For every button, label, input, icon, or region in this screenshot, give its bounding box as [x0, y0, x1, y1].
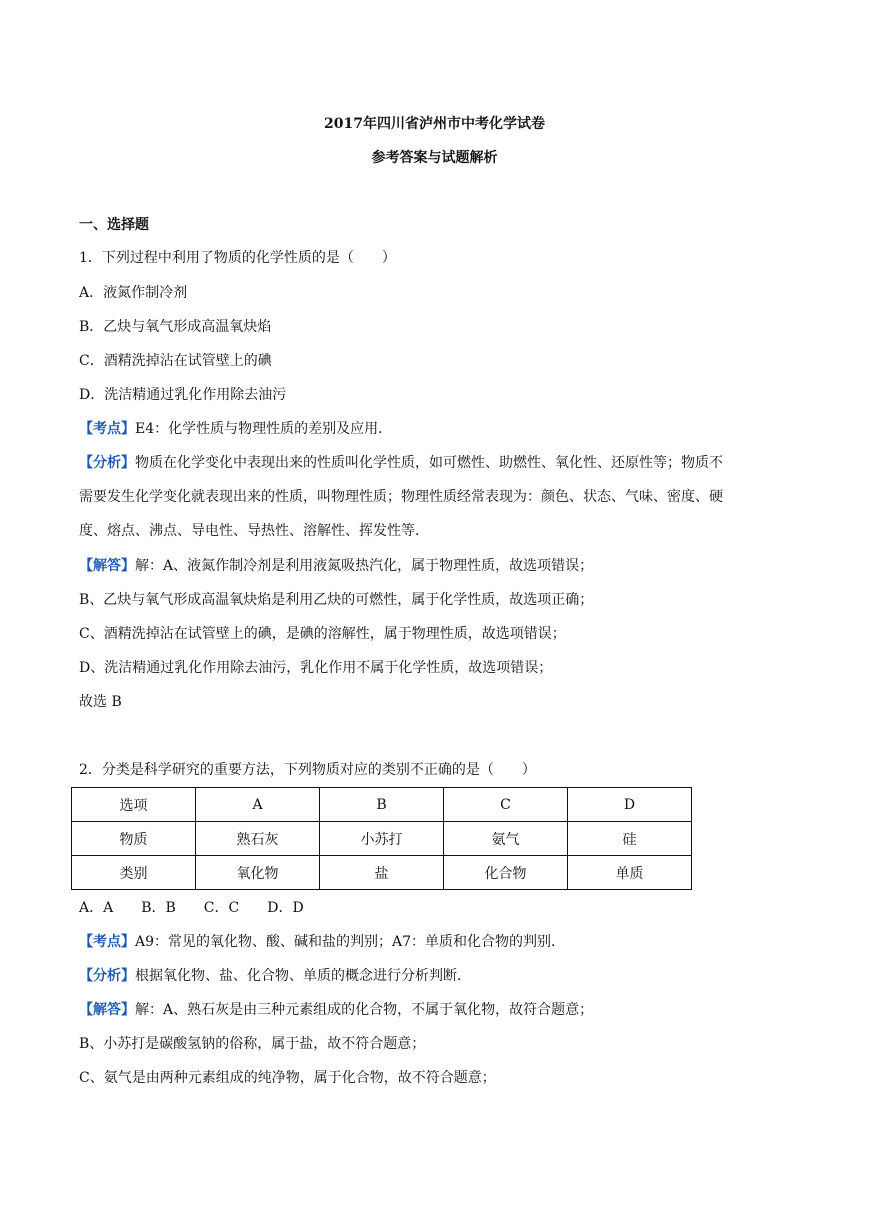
table-cell: 熟石灰: [196, 822, 320, 856]
table-cell: B: [320, 788, 444, 822]
table-cell: 物质: [72, 822, 196, 856]
document-subtitle: 参考答案与试题解析: [371, 150, 498, 166]
question-1-option-b: B．乙炔与氧气形成高温氧炔焰: [79, 319, 272, 335]
table-cell: 单质: [568, 856, 692, 890]
document-title: 2017年四川省泸州市中考化学试卷: [324, 116, 545, 132]
table-row: [72, 822, 692, 856]
question-2-jieda-line-c: C、氨气是由两种元素组成的纯净物，属于化合物，故不符合题意；: [79, 1070, 496, 1086]
question-1-jieda-line-d: D、洗洁精通过乳化作用除去油污，乳化作用不属于化学性质，故选项错误；: [79, 660, 553, 676]
question-1-option-d: D．洗洁精通过乳化作用除去油污: [79, 387, 287, 403]
question-1-jieda: [79, 556, 809, 576]
jieda-text: 解：A、液氮作制冷剂是利用液氮吸热汽化，属于物理性质，故选项错误；: [135, 558, 594, 574]
question-2-fenxi: [79, 966, 809, 986]
question-1-fenxi: [79, 453, 809, 473]
question-1-option-a: A．液氮作制冷剂: [79, 285, 188, 301]
jieda-tag: 【解答】: [79, 1002, 135, 1018]
question-2-jieda-line-b: B、小苏打是碳酸氢钠的俗称，属于盐，故不符合题意；: [79, 1036, 426, 1052]
question-1-answer: 故选 B: [79, 694, 122, 710]
question-1-option-c: C．酒精洗掉沾在试管壁上的碘: [79, 353, 272, 369]
table-cell: 氧化物: [196, 856, 320, 890]
fenxi-tag: 【分析】: [79, 455, 135, 471]
question-1-fenxi-line-3: 度、熔点、沸点、导电性、导热性、溶解性、挥发性等．: [79, 523, 429, 539]
table-cell: 氨气: [444, 822, 568, 856]
table-cell: 类别: [72, 856, 196, 890]
kaodian-tag: 【考点】: [79, 934, 135, 950]
fenxi-text: 根据氧化物、盐、化合物、单质的概念进行分析判断．: [135, 968, 471, 984]
table-cell: 小苏打: [320, 822, 444, 856]
fenxi-text: 物质在化学变化中表现出来的性质叫化学性质，如可燃性、助燃性、氧化性、还原性等；物质不: [135, 455, 723, 471]
question-1-jieda-line-b: B、乙炔与氧气形成高温氧炔焰是利用乙炔的可燃性，属于化学性质，故选项正确；: [79, 592, 594, 608]
jieda-text: 解：A、熟石灰是由三种元素组成的化合物，不属于氧化物，故符合题意；: [135, 1002, 594, 1018]
table-cell: D: [568, 788, 692, 822]
table-cell: 盐: [320, 856, 444, 890]
table-row: [72, 788, 692, 822]
table-cell: C: [444, 788, 568, 822]
kaodian-text: A9：常见的氧化物、酸、碱和盐的判别；A7：单质和化合物的判别．: [135, 934, 566, 950]
table-cell: 化合物: [444, 856, 568, 890]
question-2-jieda: [79, 1000, 809, 1020]
question-2-choices: A．A B．B C．C D．D: [79, 900, 304, 916]
question-1-stem: 1．下列过程中利用了物质的化学性质的是（ ）: [79, 250, 396, 266]
question-2-table: [71, 787, 692, 890]
question-1-fenxi-line-2: 需要发生化学变化就表现出来的性质，叫物理性质；物理性质经常表现为：颜色、状态、气味、密度、硬: [79, 489, 723, 505]
kaodian-text: E4：化学性质与物理性质的差别及应用．: [135, 421, 393, 437]
question-2-stem: 2．分类是科学研究的重要方法，下列物质对应的类别不正确的是（ ）: [79, 762, 536, 778]
table-cell: 选项: [72, 788, 196, 822]
kaodian-tag: 【考点】: [79, 421, 135, 437]
table-cell: A: [196, 788, 320, 822]
table-cell: 硅: [568, 822, 692, 856]
question-2-kaodian: [79, 932, 809, 952]
jieda-tag: 【解答】: [79, 558, 135, 574]
question-1-jieda-line-c: C、酒精洗掉沾在试管壁上的碘，是碘的溶解性，属于物理性质，故选项错误；: [79, 626, 566, 642]
section-heading: 一、选择题: [79, 217, 149, 233]
fenxi-tag: 【分析】: [79, 968, 135, 984]
question-1-kaodian: [79, 419, 809, 439]
table-row: [72, 856, 692, 890]
